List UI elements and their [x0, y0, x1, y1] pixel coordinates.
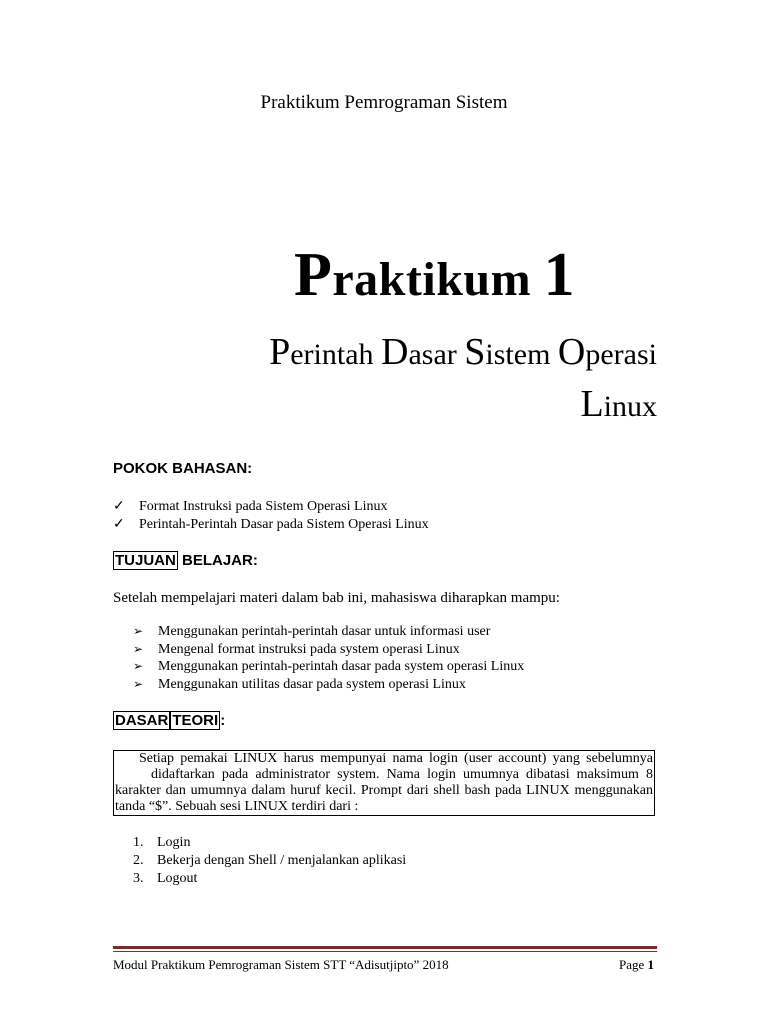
- arrow-bullet-icon: ➢: [133, 641, 144, 656]
- page-label: Page: [618, 957, 648, 972]
- list-item-text: Perintah-Perintah Dasar pada Sistem Operasi Linux: [139, 517, 429, 532]
- heading-boxed-word: DASAR: [115, 712, 169, 729]
- heading-boxed-word: TUJUAN: [115, 552, 176, 569]
- list-item: [113, 498, 429, 516]
- paragraph-line: karakter dan umumnya dalam huruf kecil. Prompt dari shell bash pada LINUX menggunakan: [115, 783, 653, 798]
- chapter-title-rest: raktikum: [332, 253, 544, 306]
- session-steps-list: [133, 834, 406, 888]
- footer-module-name: Modul Praktikum Pemrograman Sistem STT “Adisutjipto” 2018: [113, 957, 449, 972]
- arrow-bullet-icon: ➢: [133, 659, 144, 673]
- page-number: 1: [647, 957, 654, 972]
- paragraph-line: didaftarkan pada administrator system. Nama login umumnya dibatasi maksimum 8: [151, 767, 653, 782]
- list-item-text: Menggunakan utilitas dasar pada system operasi Linux: [158, 676, 466, 692]
- list-item-text: Menggunakan perintah-perintah dasar untuk informasi user: [158, 624, 491, 639]
- chapter-subtitle-line2: [0, 382, 657, 426]
- chapter-subtitle-line1: [0, 330, 657, 374]
- arrow-bullet-icon: ➢: [133, 624, 144, 638]
- footer-rule: [113, 946, 657, 949]
- heading-suffix: :: [220, 712, 226, 729]
- tujuan-list: [133, 623, 524, 693]
- heading-boxed-word: TEORI: [172, 712, 219, 729]
- subtitle-cap: P: [269, 331, 291, 373]
- list-item-text: Menggunakan perintah-perintah dasar pada system operasi Linux: [158, 659, 525, 674]
- subtitle-cap: O: [557, 331, 586, 373]
- dasar-teori-heading: [113, 712, 225, 729]
- checkmark-icon: ✓: [113, 499, 125, 514]
- tujuan-belajar-heading: [113, 552, 258, 569]
- step-number: 3.: [133, 871, 144, 886]
- tujuan-intro: Setelah mempelajari materi dalam bab ini, mahasiswa diharapkan mampu:: [113, 590, 560, 606]
- subtitle-cap: L: [580, 383, 604, 425]
- subtitle-word: perasi: [585, 338, 657, 371]
- step-number: 2.: [133, 853, 144, 868]
- subtitle-word: asar: [408, 338, 465, 371]
- arrow-bullet-icon: ➢: [133, 676, 144, 691]
- chapter-title-initial: P: [294, 241, 333, 309]
- chapter-number: 1: [543, 241, 576, 309]
- subtitle-word: istem: [485, 338, 558, 371]
- checkmark-icon: ✓: [113, 517, 125, 532]
- list-item-text: Format Instruksi pada Sistem Operasi Linux: [139, 499, 388, 514]
- heading-word: BELAJAR:: [177, 552, 258, 569]
- subtitle-cap: S: [464, 331, 486, 373]
- footer-rule-thin: [113, 951, 657, 952]
- paragraph-line: Setiap pemakai LINUX harus mempunyai nama login (user account) yang sebelumnya: [139, 751, 653, 766]
- list-item: [133, 834, 406, 852]
- dasar-teori-paragraph: [113, 750, 655, 816]
- pokok-bahasan-list: [113, 498, 429, 534]
- step-label: Logout: [157, 871, 198, 886]
- subtitle-word: erintah: [290, 338, 382, 371]
- list-item: [133, 852, 406, 870]
- step-label: Bekerja dengan Shell / menjalankan aplikasi: [157, 853, 407, 868]
- paragraph-line: tanda “$”. Sebuah sesi LINUX terdiri dari :: [115, 799, 359, 814]
- list-item: [113, 516, 429, 534]
- pokok-bahasan-heading: POKOK BAHASAN:: [113, 460, 253, 477]
- list-item: [133, 641, 524, 659]
- list-item-text: Mengenal format instruksi pada system operasi Linux: [158, 641, 460, 657]
- list-item: [133, 658, 524, 676]
- list-item: [133, 676, 524, 694]
- list-item: [133, 870, 406, 888]
- header-title: Praktikum Pemrograman Sistem: [260, 92, 508, 113]
- subtitle-cap: D: [381, 331, 409, 373]
- footer-page-number: [0, 957, 654, 973]
- chapter-title: [294, 240, 575, 311]
- step-number: 1.: [133, 835, 144, 850]
- list-item: [133, 623, 524, 641]
- step-label: Login: [157, 835, 191, 850]
- subtitle-word: inux: [603, 390, 657, 423]
